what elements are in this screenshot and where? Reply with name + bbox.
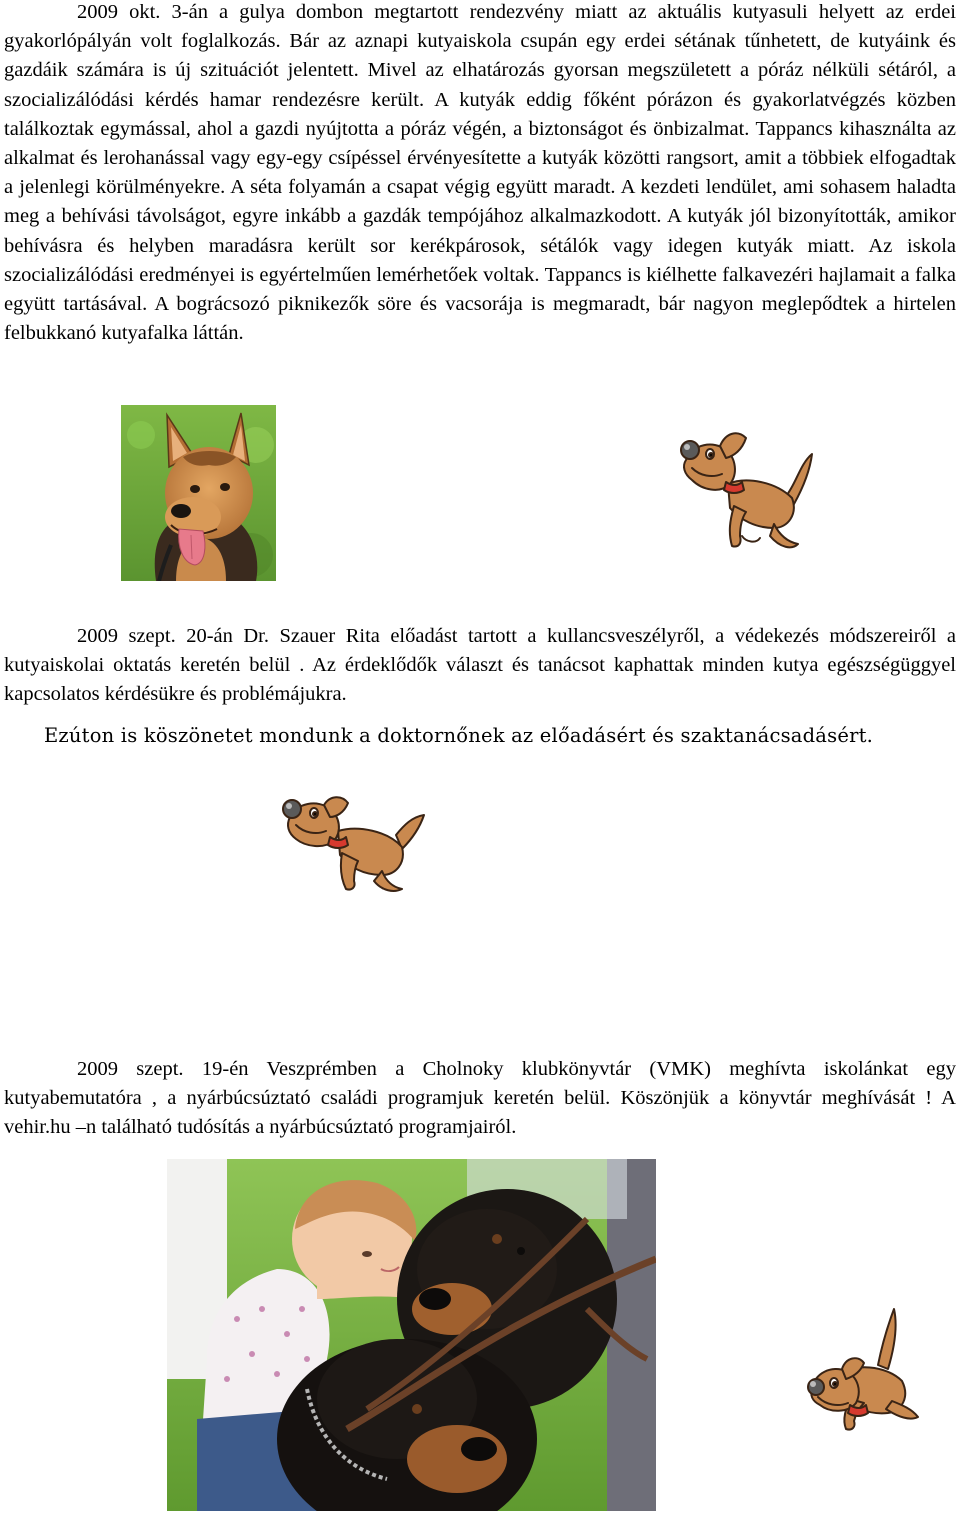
paragraph-dog-school-walk: 2009 okt. 3-án a gulya dombon megtartott rendezvény miatt az aktuális kutyasuli helyett az erdei gyakorlópályán volt foglalkozás. Bár az aznapi kutyaiskola csupán egy erdei sétának tűnhetett, de kutyáink és gazdáik számára is új szituációt jelentett. Mivel az elhatározás gyorsan megszületett a póráz nélküli sétáról, a szocializálódási kérdés hamar rendezésre került. A kutyák eddig főként pórázon és gyakorlatvégzés közben találkoztak egymással, ahol a gazdi nyújtotta a póráz végén, a biztonságot és önbizalmat. Tappancs kihasználta az alkalmat és lerohanással vagy egy-egy csípéssel érvényesítette a kutyák közötti rangsort, amit a többiek elfogadtak a jelenlegi körülményekre. A séta folyamán a csapat végig együtt maradt. A kezdeti lendület, ami sohasem haladta meg a behívási távolságot, egyre inkább a gazdák tempójához alkalmazkodott. A kutyák jól bizonyították, amikor behívásra és helyben maradásra került sor kerékpárosok, sétálók vagy idegen kutyák miatt. Az iskola szocializálódási eredményei is egyértelműen lemérhetőek voltak. Tappancs is kiélhette falkavezéri hajlamait a falka együtt tartásával. A bográcsozó piknikezők söre és vacsorája is megmaradt, bár nagyon meglepődtek a hirtelen felbukkanó kutyafalka láttán.: [4, 1, 956, 345]
cartoon-dog-icon: [278, 795, 428, 895]
cartoon-dog-icon: [676, 424, 822, 554]
paragraph-tick-lecture: 2009 szept. 20-án Dr. Szauer Rita előadást tartott a kullancsveszélyről, a védekezés módszereiről a kutyaiskolai oktatás keretén belül . Az érdeklődők választ és tanácsot kaphattak minden kutya egészségüggyel kapcsolatos kérdésükre és problémájukra.: [4, 625, 956, 706]
german-shepherd-photo: [121, 405, 276, 581]
thanks-line: Ezúton is köszönetet mondunk a doktornőnek az előadásért és szaktanácsadásért.: [44, 724, 874, 747]
cartoon-dog-icon: [806, 1305, 922, 1433]
child-with-rottweilers-photo: [167, 1159, 656, 1511]
paragraph-veszprem-show: 2009 szept. 19-én Veszprémben a Cholnoky klubkönyvtár (VMK) meghívta iskolánkat egy kutyabemutatóra , a nyárbúcsúztató családi programjuk keretén belül. Köszönjük a könyvtár meghívását ! A vehir.hu –n található tudósítás a nyárbúcsúztató programjairól.: [4, 1058, 956, 1139]
